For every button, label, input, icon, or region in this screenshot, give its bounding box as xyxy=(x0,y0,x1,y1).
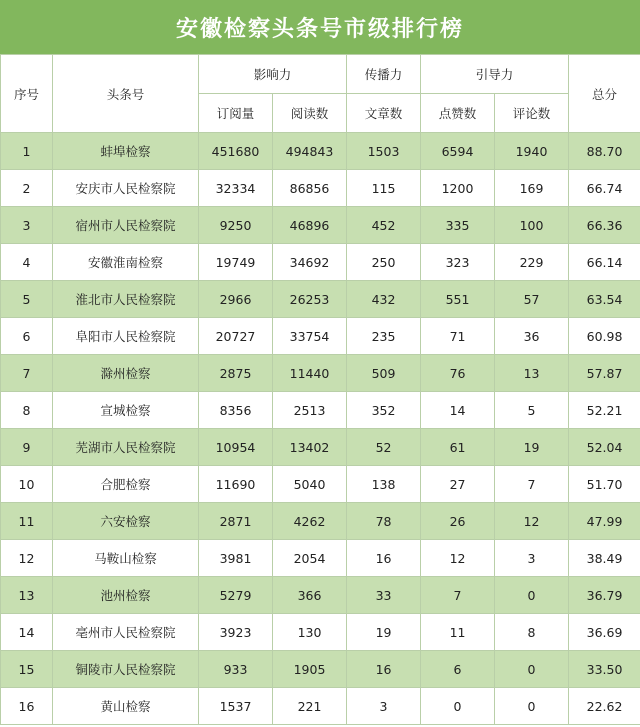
cell-account: 亳州市人民检察院 xyxy=(53,614,199,651)
cell-reads: 46896 xyxy=(273,207,347,244)
cell-account: 安徽淮南检察 xyxy=(53,244,199,281)
header-account: 头条号 xyxy=(53,55,199,133)
cell-likes: 335 xyxy=(421,207,495,244)
table-row xyxy=(1,466,640,503)
cell-articles: 235 xyxy=(347,318,421,355)
cell-reads: 2054 xyxy=(273,540,347,577)
cell-subscriptions: 3981 xyxy=(199,540,273,577)
table-row xyxy=(1,651,640,688)
table-row xyxy=(1,170,640,207)
cell-articles: 3 xyxy=(347,688,421,725)
cell-comments: 36 xyxy=(495,318,569,355)
cell-likes: 14 xyxy=(421,392,495,429)
cell-subscriptions: 20727 xyxy=(199,318,273,355)
cell-account: 阜阳市人民检察院 xyxy=(53,318,199,355)
cell-likes: 11 xyxy=(421,614,495,651)
cell-articles: 33 xyxy=(347,577,421,614)
cell-account: 铜陵市人民检察院 xyxy=(53,651,199,688)
cell-rank: 2 xyxy=(1,170,53,207)
cell-articles: 250 xyxy=(347,244,421,281)
cell-rank: 13 xyxy=(1,577,53,614)
cell-total: 38.49 xyxy=(569,540,640,577)
cell-rank: 14 xyxy=(1,614,53,651)
cell-reads: 221 xyxy=(273,688,347,725)
cell-articles: 432 xyxy=(347,281,421,318)
cell-total: 33.50 xyxy=(569,651,640,688)
cell-reads: 366 xyxy=(273,577,347,614)
cell-subscriptions: 11690 xyxy=(199,466,273,503)
header-subscriptions: 订阅量 xyxy=(199,94,273,133)
cell-total: 60.98 xyxy=(569,318,640,355)
cell-likes: 12 xyxy=(421,540,495,577)
header-guidance: 引导力 xyxy=(421,55,569,94)
cell-articles: 16 xyxy=(347,540,421,577)
cell-comments: 0 xyxy=(495,651,569,688)
cell-total: 52.04 xyxy=(569,429,640,466)
cell-total: 63.54 xyxy=(569,281,640,318)
cell-articles: 352 xyxy=(347,392,421,429)
cell-articles: 509 xyxy=(347,355,421,392)
cell-likes: 61 xyxy=(421,429,495,466)
cell-likes: 71 xyxy=(421,318,495,355)
cell-likes: 6594 xyxy=(421,133,495,170)
cell-reads: 34692 xyxy=(273,244,347,281)
cell-comments: 7 xyxy=(495,466,569,503)
cell-account: 滁州检察 xyxy=(53,355,199,392)
header-spread: 传播力 xyxy=(347,55,421,94)
cell-likes: 1200 xyxy=(421,170,495,207)
cell-subscriptions: 32334 xyxy=(199,170,273,207)
cell-comments: 12 xyxy=(495,503,569,540)
cell-articles: 19 xyxy=(347,614,421,651)
cell-account: 宿州市人民检察院 xyxy=(53,207,199,244)
header-likes: 点赞数 xyxy=(421,94,495,133)
cell-comments: 100 xyxy=(495,207,569,244)
ranking-table xyxy=(0,54,640,725)
cell-account: 芜湖市人民检察院 xyxy=(53,429,199,466)
cell-likes: 551 xyxy=(421,281,495,318)
cell-subscriptions: 1537 xyxy=(199,688,273,725)
cell-subscriptions: 10954 xyxy=(199,429,273,466)
cell-total: 57.87 xyxy=(569,355,640,392)
cell-likes: 7 xyxy=(421,577,495,614)
cell-comments: 169 xyxy=(495,170,569,207)
cell-likes: 26 xyxy=(421,503,495,540)
cell-total: 88.70 xyxy=(569,133,640,170)
cell-total: 66.74 xyxy=(569,170,640,207)
cell-likes: 6 xyxy=(421,651,495,688)
cell-total: 66.14 xyxy=(569,244,640,281)
cell-reads: 5040 xyxy=(273,466,347,503)
cell-articles: 1503 xyxy=(347,133,421,170)
cell-articles: 78 xyxy=(347,503,421,540)
cell-articles: 138 xyxy=(347,466,421,503)
cell-rank: 11 xyxy=(1,503,53,540)
cell-comments: 13 xyxy=(495,355,569,392)
header-articles: 文章数 xyxy=(347,94,421,133)
cell-subscriptions: 3923 xyxy=(199,614,273,651)
cell-total: 51.70 xyxy=(569,466,640,503)
cell-comments: 3 xyxy=(495,540,569,577)
table-row xyxy=(1,540,640,577)
cell-account: 宣城检察 xyxy=(53,392,199,429)
cell-reads: 1905 xyxy=(273,651,347,688)
table-row xyxy=(1,392,640,429)
table-row xyxy=(1,688,640,725)
cell-comments: 0 xyxy=(495,577,569,614)
cell-account: 淮北市人民检察院 xyxy=(53,281,199,318)
cell-rank: 5 xyxy=(1,281,53,318)
header-reads: 阅读数 xyxy=(273,94,347,133)
cell-comments: 0 xyxy=(495,688,569,725)
cell-likes: 27 xyxy=(421,466,495,503)
table-row xyxy=(1,133,640,170)
cell-reads: 4262 xyxy=(273,503,347,540)
cell-articles: 452 xyxy=(347,207,421,244)
cell-reads: 11440 xyxy=(273,355,347,392)
header-influence: 影响力 xyxy=(199,55,347,94)
cell-comments: 19 xyxy=(495,429,569,466)
cell-likes: 323 xyxy=(421,244,495,281)
cell-comments: 1940 xyxy=(495,133,569,170)
cell-subscriptions: 5279 xyxy=(199,577,273,614)
cell-articles: 52 xyxy=(347,429,421,466)
cell-account: 六安检察 xyxy=(53,503,199,540)
cell-rank: 4 xyxy=(1,244,53,281)
cell-rank: 3 xyxy=(1,207,53,244)
cell-total: 36.79 xyxy=(569,577,640,614)
cell-subscriptions: 451680 xyxy=(199,133,273,170)
table-row xyxy=(1,355,640,392)
cell-subscriptions: 9250 xyxy=(199,207,273,244)
cell-account: 安庆市人民检察院 xyxy=(53,170,199,207)
cell-account: 合肥检察 xyxy=(53,466,199,503)
cell-articles: 16 xyxy=(347,651,421,688)
table-row xyxy=(1,207,640,244)
cell-comments: 5 xyxy=(495,392,569,429)
cell-rank: 6 xyxy=(1,318,53,355)
cell-total: 47.99 xyxy=(569,503,640,540)
page-title: 安徽检察头条号市级排行榜 xyxy=(0,0,640,54)
header-total: 总分 xyxy=(569,55,640,133)
cell-likes: 76 xyxy=(421,355,495,392)
cell-account: 马鞍山检察 xyxy=(53,540,199,577)
table-row xyxy=(1,281,640,318)
cell-subscriptions: 8356 xyxy=(199,392,273,429)
cell-subscriptions: 2871 xyxy=(199,503,273,540)
cell-rank: 12 xyxy=(1,540,53,577)
cell-rank: 8 xyxy=(1,392,53,429)
table-row xyxy=(1,429,640,466)
table-row xyxy=(1,244,640,281)
cell-reads: 494843 xyxy=(273,133,347,170)
cell-account: 蚌埠检察 xyxy=(53,133,199,170)
cell-total: 52.21 xyxy=(569,392,640,429)
cell-subscriptions: 2875 xyxy=(199,355,273,392)
cell-comments: 8 xyxy=(495,614,569,651)
cell-rank: 9 xyxy=(1,429,53,466)
table-row xyxy=(1,614,640,651)
cell-rank: 7 xyxy=(1,355,53,392)
table-body xyxy=(1,133,640,725)
cell-rank: 10 xyxy=(1,466,53,503)
cell-reads: 130 xyxy=(273,614,347,651)
table-row xyxy=(1,318,640,355)
cell-reads: 26253 xyxy=(273,281,347,318)
table-row xyxy=(1,577,640,614)
header-comments: 评论数 xyxy=(495,94,569,133)
cell-subscriptions: 2966 xyxy=(199,281,273,318)
cell-subscriptions: 933 xyxy=(199,651,273,688)
table-row xyxy=(1,503,640,540)
cell-articles: 115 xyxy=(347,170,421,207)
cell-comments: 229 xyxy=(495,244,569,281)
cell-reads: 86856 xyxy=(273,170,347,207)
cell-account: 黄山检察 xyxy=(53,688,199,725)
cell-total: 66.36 xyxy=(569,207,640,244)
cell-rank: 15 xyxy=(1,651,53,688)
table-header xyxy=(1,55,640,133)
cell-reads: 33754 xyxy=(273,318,347,355)
cell-rank: 16 xyxy=(1,688,53,725)
cell-likes: 0 xyxy=(421,688,495,725)
cell-reads: 2513 xyxy=(273,392,347,429)
header-rank: 序号 xyxy=(1,55,53,133)
cell-subscriptions: 19749 xyxy=(199,244,273,281)
cell-total: 36.69 xyxy=(569,614,640,651)
cell-comments: 57 xyxy=(495,281,569,318)
cell-rank: 1 xyxy=(1,133,53,170)
cell-total: 22.62 xyxy=(569,688,640,725)
cell-reads: 13402 xyxy=(273,429,347,466)
cell-account: 池州检察 xyxy=(53,577,199,614)
